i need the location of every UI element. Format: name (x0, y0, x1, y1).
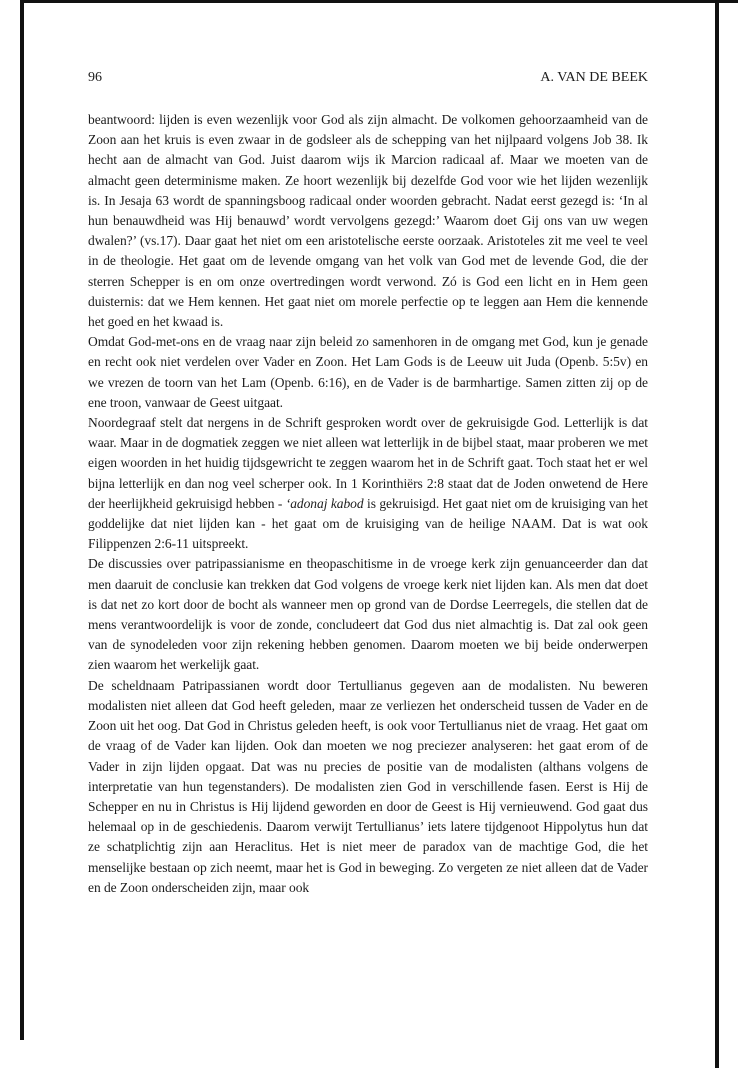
page-content (88, 70, 648, 898)
paragraph-3-text-b: is gekruisigd. Het gaat niet om de kruisiging van het goddelijke dat niet lijden kan - het gaat om de kruisiging van de heilige NAAM. Dat is wat ook Filippenzen 2:6-11 uitspreekt. (88, 495, 649, 552)
page-border-left (20, 0, 24, 1040)
paragraph-1 (88, 110, 648, 332)
paragraph-3-text-a: Noordegraaf stelt dat nergens in de Schrift gesproken wordt over de gekruisigde God. Letterlijk is dat waar. Maar in de dogmatiek zeggen we niet alleen wat letterlijk in de bijbel staat, maar proberen we met eigen woorden in het huidig tijdsgewricht te zeggen waarom het in de Schrift gaat. Toch staat het er wel bijna letterlijk en dan nog veel scherper ook. In 1 Korinthiërs 2:8 staat dat de Joden onwetend de Here der heerlijkheid gekruisigd hebben - (88, 415, 648, 511)
paragraph-4-text: De discussies over patripassianisme en theopaschitisme in de vroege kerk zijn genuanceerder dan dat men daaruit de conclusie kan trekken dat God volgens de vroege kerk niet lijden kan. Als men dat doet is dat net zo kort door de bocht als wanneer men op grond van de Dordse Leerregels, die stellen dat de mens verantwoordelijk is voor de zonde, concludeert dat God dus niet almachtig is. Dat zal ook geen van de synodeleden voor zijn rekening hebben genomen. Daarom moeten we bij beide onderwerpen zien waarom het werkelijk gaat. (88, 556, 648, 673)
paragraph-5-text: De scheldnaam Patripassianen wordt door Tertullianus gegeven aan de modalisten. Nu beweren modalisten niet alleen dat God heeft geleden, maar ze verliezen het onderscheid tussen de Vader en de Zoon uit het oog. Dat God in Christus geleden heeft, is ook voor Tertullianus niet de vraag. Het gaat om de vraag of de Vader kan lijden. Ook dan moeten we nog preciezer analyseren: het gaat erom of de Vader in zijn lijden opgaat. Dat was nu precies de positie van de modalisten (althans volgens de interpretatie van hun tegenstanders). De modalisten zien God in verschillende fasen. Eerst is Hij de Schepper en nu in Christus is Hij lijdend geworden en door de Geest is Hij vernieuwend. God gaat dus helemaal op in de geschiedenis. Daarom verwijt Tertullianus’ iets latere tijdgenoot Hippolytus hun dat ze schatplichtig zijn aan Heraclitus. Het is niet meer de paradox van de machtige God, die het menselijke bestaan op zich neemt, maar het is God in beweging. Zo vergeten ze niet alleen dat de Vader en de Zoon onderscheiden zijn, maar ook (88, 677, 648, 895)
paragraph-2-text: Omdat God-met-ons en de vraag naar zijn beleid zo samenhoren in de omgang met God, kun je genade en recht ook niet verdelen over Vader en Zoon. Het Lam Gods is de Leeuw uit Juda (Openb. 5:5v) en we vrezen de toorn van het Lam (Openb. 6:16), en de Vader is de barmhartige. Samen zitten zij op de ene troon, vanwaar de Geest uitgaat. (88, 334, 648, 410)
paragraph-3-italic-term: ‘adonaj kabod (285, 495, 364, 511)
paragraph-3 (88, 413, 648, 554)
page-border-right (715, 0, 719, 1068)
paragraph-2 (88, 332, 648, 413)
paragraph-5 (88, 676, 648, 898)
page-number: 96 (88, 70, 102, 85)
page-border-top (20, 0, 738, 3)
running-header (88, 70, 648, 96)
paragraph-1-text: beantwoord: lijden is even wezenlijk voor God als zijn almacht. De volkomen gehoorzaamheid van de Zoon aan het kruis is even zwaar in de godsleer als de schepping van het nijlpaard volgens Job 38. Ik hecht aan de almacht van God. Juist daarom wijs ik Marcion radicaal af. Maar we moeten van de almacht geen determinisme maken. Ze hoort wezenlijk bij dezelfde God voor wie het lijden wezenlijk is. In Jesaja 63 wordt de spanningsboog radicaal onder woorden gebracht. Nadat eerst gezegd is: ‘In al hun benauwdheid was Hij benauwd’ wordt vervolgens gezegd:’ Waarom doet Gij ons van uw wegen dwalen?’ (vs.17). Daar gaat het niet om een aristotelische eerste oorzaak. Aristoteles zit me veel te veel in de theologie. Het gaat om de levende omgang van het volk van God met de levende God, die der sterren Schepper is en om onze overtredingen wordt verwond. Zó is God een licht en in Hem geen duisternis: dat we Hem kennen. Het gaat niet om morele perfectie op te leggen aan Hem die kennende het goed en het kwaad is. (88, 112, 648, 330)
body-text (88, 110, 648, 898)
running-head-author: A. VAN DE BEEK (540, 70, 648, 85)
paragraph-4 (88, 554, 648, 675)
